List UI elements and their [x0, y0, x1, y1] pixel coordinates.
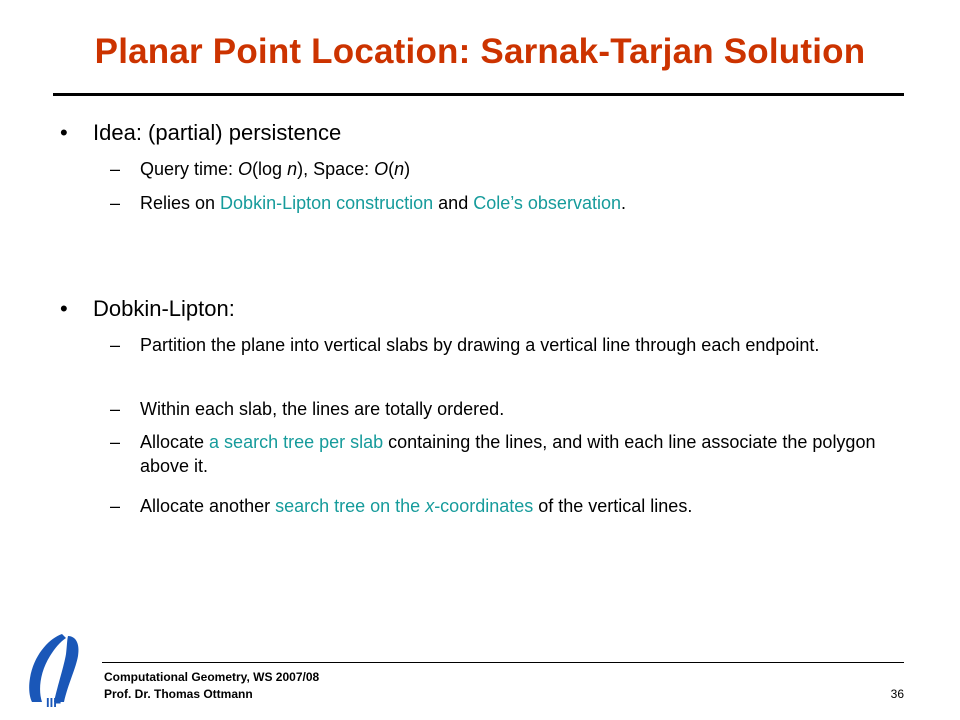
- sub-item-text: Allocate another search tree on the x-coordinates of the vertical lines.: [140, 496, 693, 516]
- dash-marker: –: [110, 193, 121, 213]
- page-number: 36: [890, 687, 904, 701]
- sub-item-text: Within each slab, the lines are totally ordered.: [140, 399, 505, 419]
- bullet-text: Dobkin-Lipton:: [93, 296, 235, 321]
- slide-title: Planar Point Location: Sarnak-Tarjan Solution: [94, 32, 866, 71]
- dobkin-lipton-link[interactable]: Dobkin-Lipton construction: [220, 193, 434, 213]
- footer-course: Computational Geometry, WS 2007/08: [104, 670, 320, 684]
- bullet-text: Idea: (partial) persistence: [93, 120, 342, 145]
- sub-item-text: Allocate a search tree per slab containing the lines, and with each line associate the polygon above it.: [140, 432, 876, 476]
- footer-author: Prof. Dr. Thomas Ottmann: [104, 687, 253, 701]
- dash-marker: –: [110, 399, 121, 419]
- bullet-marker: •: [60, 120, 68, 145]
- search-tree-per-slab-link[interactable]: a search tree per slab: [209, 432, 384, 452]
- sub-item-text: Query time: O(log n), Space: O(n): [140, 159, 411, 179]
- dash-marker: –: [110, 159, 121, 179]
- dash-marker: –: [110, 432, 121, 452]
- coles-observation-link[interactable]: Cole’s observation: [473, 193, 621, 213]
- sub-item-text: Relies on Dobkin-Lipton construction and Cole’s observation.: [140, 193, 626, 213]
- iif-logo: [24, 632, 92, 708]
- dash-marker: –: [110, 335, 121, 355]
- svg-text:IIF: IIF: [46, 695, 62, 708]
- bullet-marker: •: [60, 296, 68, 321]
- sub-item-text: Partition the plane into vertical slabs by drawing a vertical line through each endpoint.: [140, 335, 820, 355]
- footer-divider: [102, 662, 904, 663]
- search-tree-x-coordinates-link[interactable]: search tree on the x-coordinates: [275, 496, 534, 516]
- title-divider: [53, 93, 904, 96]
- dash-marker: –: [110, 496, 121, 516]
